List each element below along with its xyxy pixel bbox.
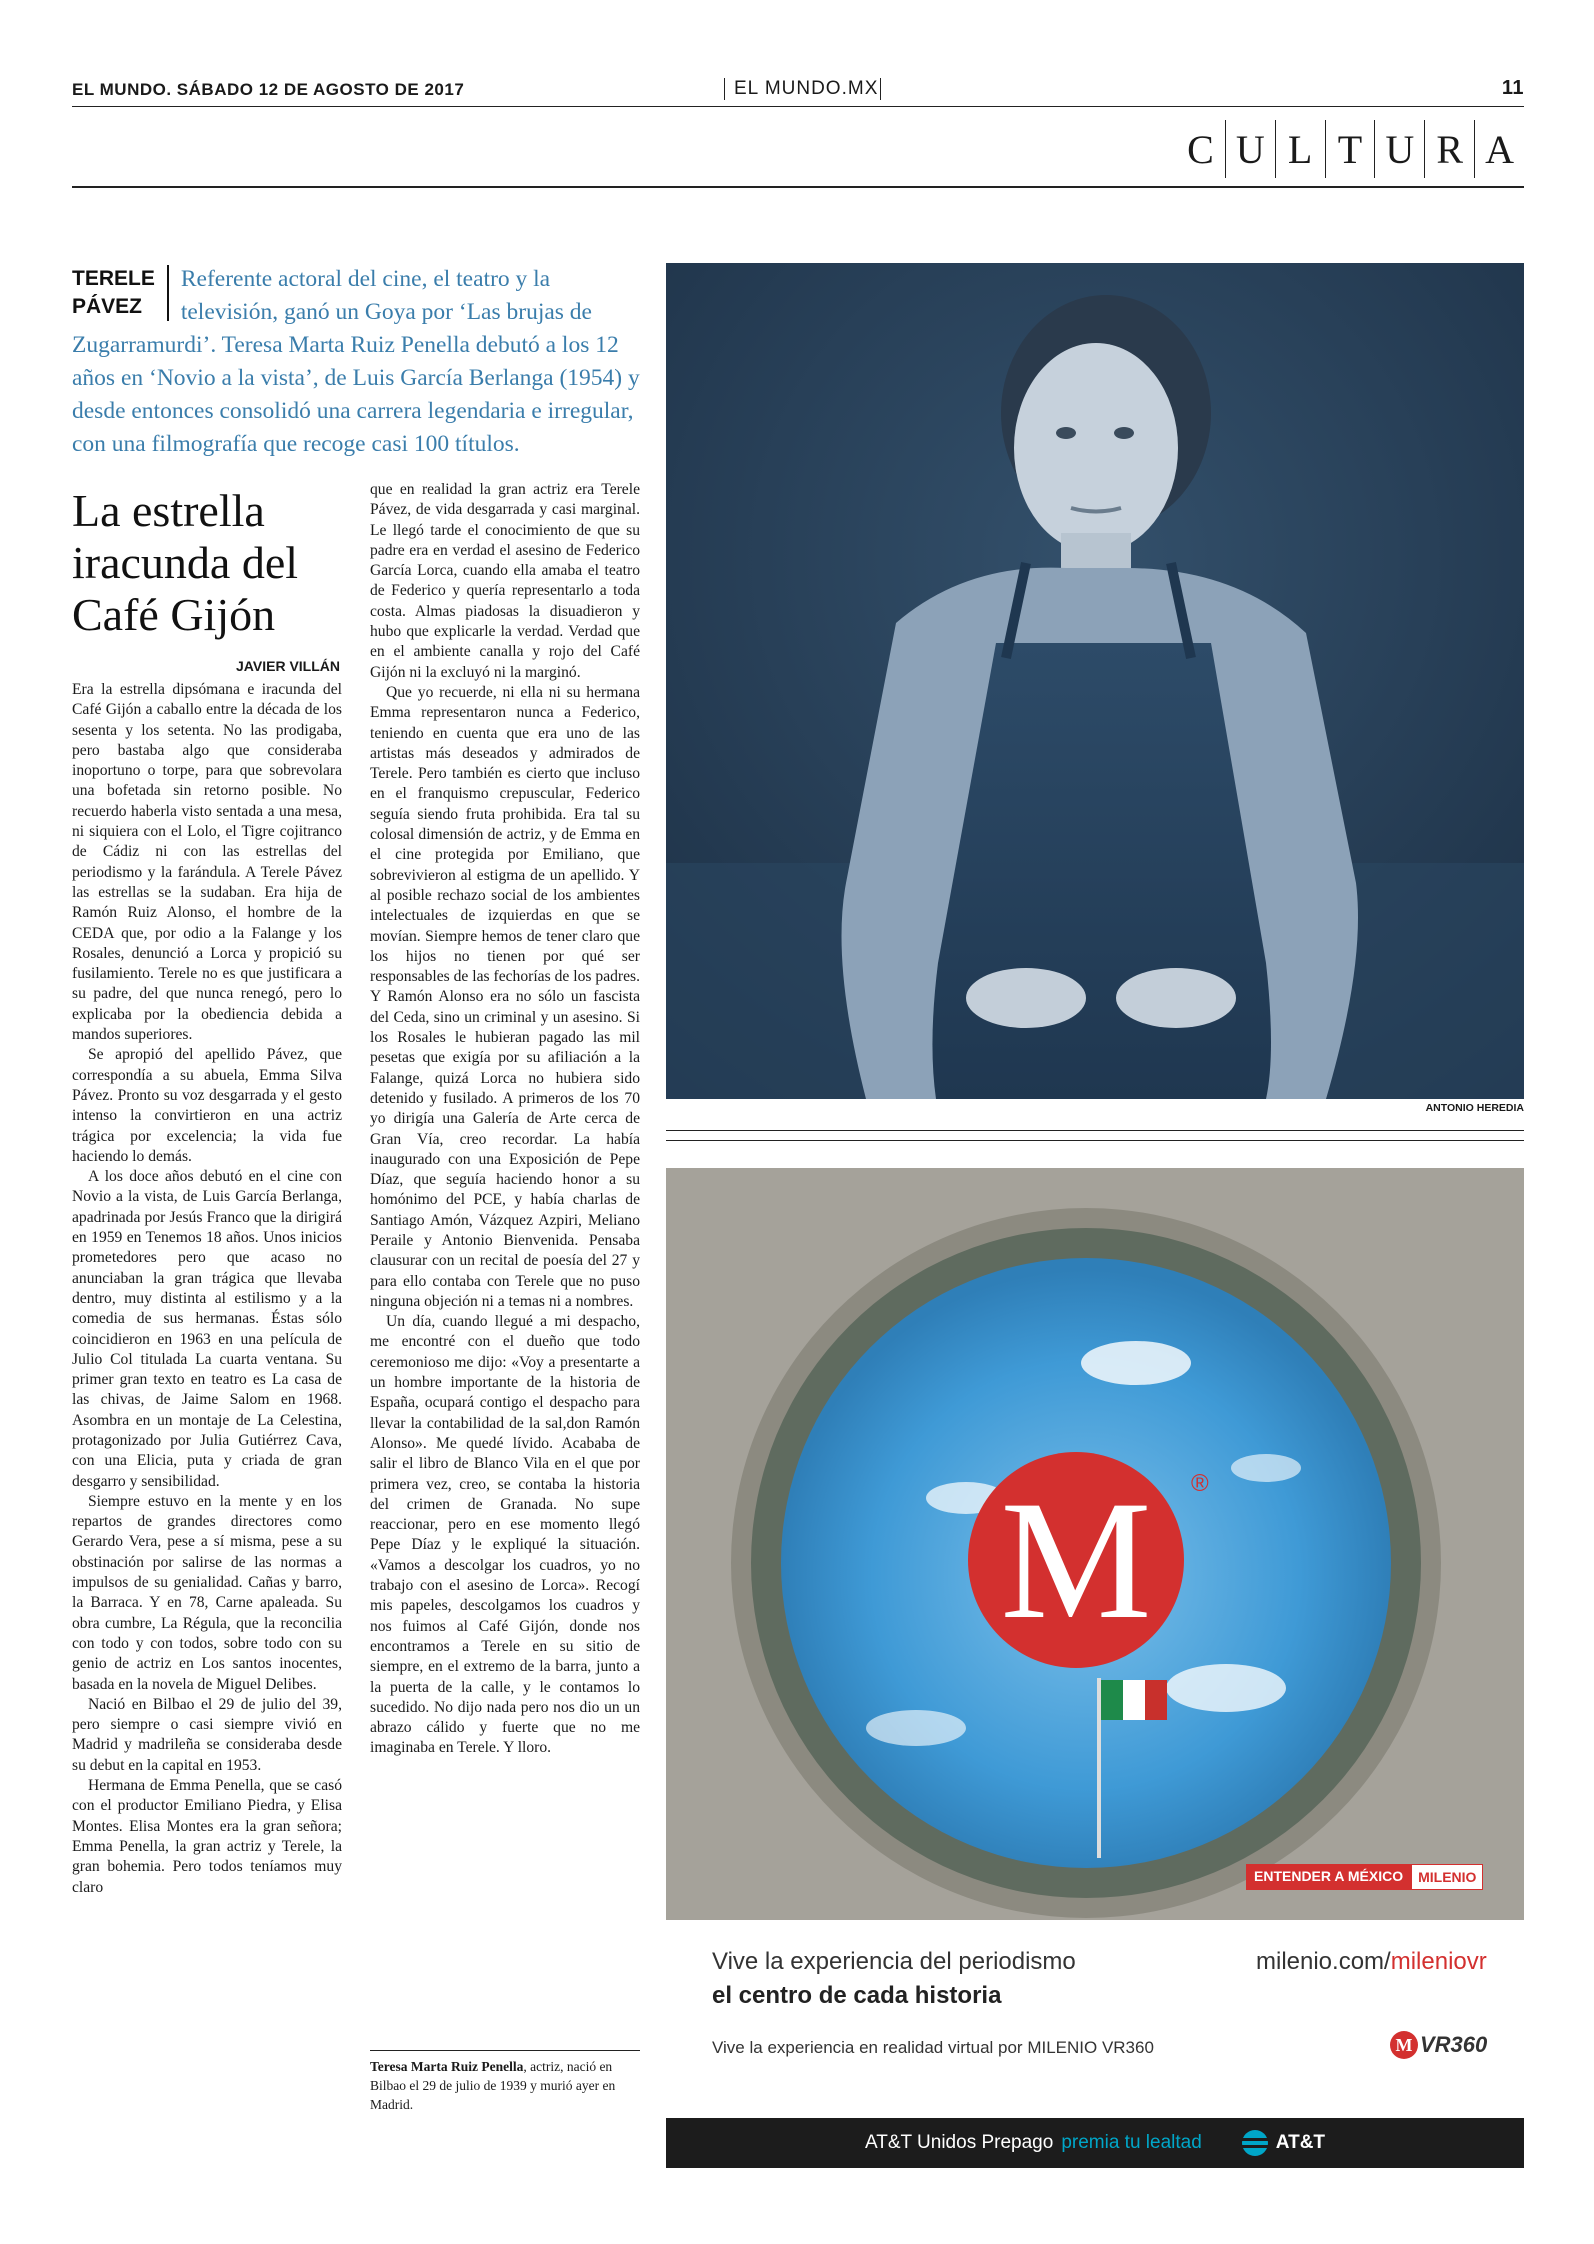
- ad-url-accent: mileniovr: [1390, 1948, 1487, 1975]
- paragraph: Se apropió del apellido Pávez, que correspondía a su abuela, Emma Silva Pávez. Pronto su voz desgarrada y el gesto intenso la convirtieron en una actriz trágica por excelencia; la vida fue haciendo lo demás.: [72, 1046, 342, 1165]
- section-letter: L: [1275, 120, 1325, 178]
- vr360-logo-mark: M: [1390, 2031, 1418, 2059]
- att-banner[interactable]: [666, 2118, 1524, 2168]
- section-letter: C: [1187, 126, 1214, 172]
- att-brand: AT&T: [1275, 2132, 1326, 2153]
- att-globe-icon: [1242, 2130, 1268, 2156]
- header-rule: [72, 106, 1524, 107]
- section-letter: R: [1424, 120, 1474, 178]
- article-column-2: [370, 480, 640, 1759]
- section-rule: [72, 186, 1524, 188]
- page-number: 11: [1501, 77, 1524, 99]
- paragraph: Que yo recuerde, ni ella ni su hermana Emma representaron nunca a Federico, teniendo en cuenta que era uno de las artistas más deseados y admirados de Terele. Pero también es cierto que incluso en el franquismo crepuscular, Federico seguía siendo fruta prohibida. Era tal su colosal dimensión de actriz, y de Emma en el cine protegida por Emiliano, que sobrevivieron al estigma de un apellido. Y al posible rechazo social de los ambientes intelectuales de izquierdas en que se movían. Siempre hemos de tener claro que los hijos no tienen por qué ser responsables de las fechorías de los padres. Y Ramón Alonso era no sólo un fascista del Ceda, sino un criminal y un asesino. Si los Rosales le hubieran pagado las mil pesetas que exigía por su afiliación a la Falange, quizá Lorca no hubiera sido detenido y fusilado. A primeros de los 70 yo dirigía una Galería de Arte cerca de Gran Vía, creo recordar. La había inaugurado con una Exposición de Pepe Díaz, que seguía haciendo honor a su homónimo del PCE, y había charlas de Santiago Amón, Vázquez Azpiri, Meliano Peraile y Antonio Bienvenida. Pensaba clausurar con un recital de poesía del 27 y para ello contaba con Terele que no puso ninguna objeción ni a temas ni a nombres.: [370, 683, 640, 1310]
- section-letter: T: [1325, 120, 1375, 178]
- headline: La estrella iracunda del Café Gijón: [72, 485, 299, 640]
- ad-line1: Vive la experiencia del periodismo: [712, 1948, 1076, 1975]
- kicker-text: Referente actoral del cine, el teatro y la televisión, ganó un Goya por ‘Las brujas de Zugarramurdi’. Teresa Marta Ruiz Penella debutó a los 12 años en ‘Novio a la vista’, de Luis García Berlanga (1954) y desde entonces consolidó una carrera legendaria e irregular, con una filmografía que recoge casi 100 títulos.: [72, 266, 640, 457]
- att-banner-text: AT&T Unidos Prepago: [864, 2132, 1054, 2153]
- paragraph: Era la estrella dipsómana e iracunda del Café Gijón a caballo entre la década de los sesenta y los setenta. No las prodigaba, pero bastaba algo que consideraba inoportuno o torpe, para que sobrevolara una bofetada sin retorno posible. No recuerdo haberla visto sentada a una mesa, ni siquiera con el Lolo, el Tigre cojitranco de Cádiz ni con las estrellas del periodismo y la farándula. A Terele Pávez las estrellas se la sudaban. Era hija de Ramón Ruiz Alonso, el hombre de la CEDA que, por odio a la Falange y los Rosales, denunció a Lorca y propició su fusilamiento. Terele no es que justificara a su padre, del que nunca renegó, pero lo explicaba por la obediencia debida a mandos superiores.: [72, 681, 342, 1044]
- section-letter: U: [1225, 120, 1275, 178]
- bio-note-name: Teresa Marta Ruiz Penella: [370, 2059, 524, 2074]
- kicker-tag-line1: TERELE: [72, 267, 155, 290]
- byline: JAVIER VILLÁN: [236, 658, 340, 674]
- att-banner-accent: premia tu lealtad: [1061, 2132, 1202, 2153]
- ad-url-plain: milenio.com/: [1256, 1948, 1391, 1975]
- ad-badge: [1246, 1864, 1483, 1890]
- kicker: [72, 263, 652, 461]
- paragraph: A los doce años debutó en el cine con Novio a la vista, de Luis García Berlanga, apadrinada por Jesús Franco que la dirigirá en 1959 en Tenemos 18 años. Unos inicios prometedores pero que acaso no anunciaban la gran trágica que llevaba dentro, muy distinta al estilismo y a la comedia de sus hermanas. Éstas sólo coincidieron en 1963 en una película de Julio Col titulada La cuarta ventana. Su primer gran texto en teatro es La casa de las chivas, de Jaime Salom en 1968. Asombra en un montaje de La Celestina, protagonizado por Julia Gutiérrez Cava, con una Elicia, puta y criada de gran desgarro y sensibilidad.: [72, 1168, 342, 1490]
- paragraph: Un día, cuando llegué a mi despacho, me encontré con el dueño que todo ceremonioso me dijo: «Voy a presentarte a un hombre importante de la historia de España, ocupará contigo el despacho para llevar la contabilidad de la sal,don Ramón Alonso». Me quedé lívido. Acababa de salir el libro de Blanco Vila en el que por primera vez, creo, se contaba la historia del crimen de Granada. No supe reaccionar, pero en ese momento llegó Pepe Díaz y le expliqué la situación. «Vamos a descolgar los cuadros, yo no trabajo con el asesino de Lorca». Recogí mis papeles, descolgamos los cuadros y nos fuimos al Café Gijón, donde nos encontramos a Terele en su sitio de siempre, en el extremo de la barra, junto a la puerta de la calle, y le contamos lo sucedido. No dijo nada pero nos dio un un abrazo cálido y fuerte que no me imaginaba en Terele. Y lloro.: [370, 1313, 640, 1757]
- divider-rule: [666, 1130, 1524, 1131]
- vr360-logo: [1390, 2030, 1487, 2060]
- ad-line2: el centro de cada historia: [712, 1982, 1002, 2009]
- header-divider-right: [880, 78, 881, 100]
- vr360-logo-text: VR360: [1420, 2032, 1488, 2057]
- edition-date: EL MUNDO. SÁBADO 12 DE AGOSTO DE 2017: [72, 80, 465, 99]
- kicker-tag: [72, 265, 169, 321]
- kicker-tag-line2: PÁVEZ: [72, 295, 143, 318]
- ad-logo-letter: M: [1000, 1466, 1152, 1654]
- portrait-illustration: [666, 263, 1524, 1099]
- ad-badge-left: ENTENDER A MÉXICO: [1246, 1864, 1411, 1890]
- site-name: EL MUNDO.MX: [734, 78, 879, 99]
- ad-badge-right: MILENIO: [1411, 1864, 1483, 1890]
- article-column-1: [72, 680, 342, 1898]
- section-letter: A: [1474, 120, 1524, 178]
- photo-credit: ANTONIO HEREDIA: [1425, 1102, 1524, 1114]
- section-letter: U: [1374, 120, 1424, 178]
- paragraph: que en realidad la gran actriz era Terele Pávez, de vida desgarrada y casi marginal. Le llegó tarde el conocimiento de que su padre era en verdad el asesino de Federico García Lorca, cuando ella amaba el teatro de Federico y quería representarlo a toda costa. Almas piadosas la disuadieron y hubo que explicarle la verdad. Verdad que en el ambiente canalla y rojo del Café Gijón ni la excluyó ni la marginó.: [370, 481, 640, 681]
- ad-line3: Vive la experiencia en realidad virtual por MILENIO VR360: [712, 2038, 1154, 2057]
- section-title: [1176, 120, 1524, 178]
- registered-mark: ®: [1191, 1470, 1209, 1497]
- paragraph: Nació en Bilbao el 29 de julio del 39, pero siempre o casi siempre vivió en Madrid y madrileña se consideraba desde su debut en la capital en 1953.: [72, 1695, 342, 1774]
- ad-photo: [666, 1168, 1524, 1920]
- bio-note: [370, 2050, 640, 2114]
- paragraph: Siempre estuvo en la mente y en los repartos de grandes directores como Gerardo Vera, pese a sí misma, pese a su obstinación por salirse de las normas a impulsos de su genialidad. Cañas y barro, la Barraca. Y en 78, Carne apaleada. Su obra cumbre, La Régula, que la reconcilia con todo y con todos, sobre todo con su genio de actriz en Los santos inocentes, basada en la novela de Miguel Delibes.: [72, 1492, 342, 1693]
- bio-note-text: , actriz, nació en Bilbao el 29 de julio de 1939 y murió ayer en Madrid.: [370, 2059, 616, 2112]
- ad-url[interactable]: [1256, 1948, 1486, 1976]
- paragraph: Hermana de Emma Penella, que se casó con el productor Emiliano Piedra, y Elisa Montes. Elisa Montes era la gran señora; Emma Penella, la gran actriz y Terele, la gran bohemia. Pero todos teníamos muy claro: [72, 1777, 342, 1896]
- divider-rule: [666, 1140, 1524, 1141]
- header-divider-left: [724, 78, 725, 100]
- advertisement[interactable]: [666, 1168, 1524, 2168]
- portrait-photo: [666, 263, 1524, 1099]
